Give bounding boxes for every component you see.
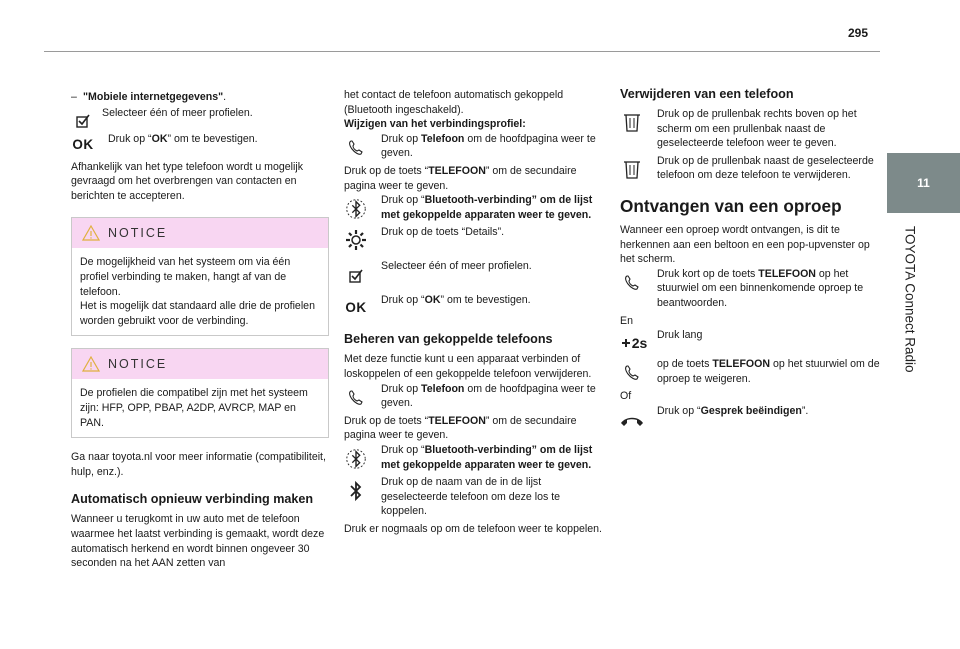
long-press-icon bbox=[618, 332, 650, 354]
paragraph-incoming: Wanneer een oproep wordt ontvangen, is dit te herkennen aan een beltoon en een pop-upvenster op het scherm. bbox=[620, 223, 870, 266]
step-bluetooth-list: Druk op “Bluetooth-verbinding” om de lijst met gekoppelde apparaten weer te geven. bbox=[344, 443, 606, 472]
heading-auto-reconnect: Automatisch opnieuw verbinding maken bbox=[71, 492, 314, 507]
step-bluetooth-list: Druk op “Bluetooth-verbinding” om de lijst met gekoppelde apparaten weer te geven. bbox=[344, 193, 606, 222]
chapter-tab[interactable] bbox=[887, 153, 960, 213]
notice-body: De mogelijkheid van het systeem om via één profiel verbinding te maken, hangt af van de telefoon. Het is mogelijk dat standaard alle drie de profielen worden gebruikt voor de verbinding. bbox=[80, 256, 315, 327]
ok-icon: OK bbox=[345, 300, 367, 316]
step-reconnect: Druk er nogmaals op om de telefoon weer te koppelen. bbox=[344, 522, 602, 535]
trash-icon bbox=[620, 111, 644, 133]
chapter-label: TOYOTA Connect Radio bbox=[902, 226, 918, 373]
paragraph-continued: het contact de telefoon automatisch gekoppeld (Bluetooth ingeschakeld). bbox=[344, 89, 564, 116]
notice-header bbox=[72, 218, 328, 248]
step-phone-main: Druk op Telefoon om de hoofdpagina weer te geven. bbox=[344, 382, 606, 411]
step-trash-top: Druk op de prullenbak rechts boven op het scherm om een prullenbak naast de geselecteerde telefoon weer te geven. bbox=[620, 107, 882, 151]
chapter-number: 11 bbox=[917, 175, 930, 190]
checkbox-list-icon bbox=[71, 110, 95, 132]
step-phone-main: Druk op Telefoon om de hoofdpagina weer te geven. bbox=[344, 132, 606, 161]
phone-handset-icon bbox=[344, 137, 368, 159]
step-confirm: OK Druk op “OK” om te bevestigen. bbox=[71, 132, 329, 152]
bluetooth-icon bbox=[344, 198, 368, 220]
step-text: Selecteer één of meer profielen. bbox=[102, 106, 253, 119]
phone-handset-icon bbox=[620, 362, 644, 384]
heading-delete-phone: Verwijderen van een telefoon bbox=[620, 87, 794, 101]
column-right bbox=[620, 86, 882, 427]
list-item-mobile-data: – "Mobiele internetgegevens". bbox=[71, 91, 227, 103]
column-left bbox=[71, 90, 329, 571]
long-press-seconds: 2s bbox=[631, 334, 648, 351]
hang-up-icon bbox=[620, 410, 644, 432]
gear-icon bbox=[344, 229, 368, 251]
ok-icon: OK bbox=[72, 137, 94, 153]
top-divider bbox=[44, 51, 880, 52]
paragraph-contacts: Afhankelijk van het type telefoon wordt u mogelijk gevraagd om het overbrengen van contacten en berichten te accepteren. bbox=[71, 160, 304, 202]
step-long-press: 2s Druk lang bbox=[620, 328, 882, 354]
item-title: "Mobiele internetgegevens" bbox=[83, 91, 224, 103]
notice-header bbox=[72, 349, 328, 379]
warning-triangle-icon bbox=[82, 356, 100, 372]
step-details: Druk op de toets “Details”. bbox=[344, 225, 606, 245]
bluetooth-icon bbox=[344, 448, 368, 470]
notice-title: NOTICE bbox=[108, 226, 168, 241]
step-confirm: OK Druk op “OK” om te bevestigen. bbox=[344, 293, 606, 313]
step-disconnect: Druk op de naam van de in de lijst geselecteerde telefoon om deze los te koppelen. bbox=[344, 475, 606, 519]
paragraph-more-info: Ga naar toyota.nl voor meer informatie (compatibiliteit, hulp, enz.). bbox=[71, 451, 326, 478]
step-select-profiles: Selecteer één of meer profielen. bbox=[344, 259, 606, 279]
step-select-profiles bbox=[71, 106, 329, 126]
step-secondary-page: Druk op de toets “TELEFOON” om de secundaire pagina weer te geven. bbox=[344, 414, 577, 442]
dash-bullet: – bbox=[71, 91, 77, 103]
notice-box-2 bbox=[71, 348, 329, 438]
bluetooth-symbol-icon bbox=[344, 480, 368, 502]
step-answer: Druk kort op de toets TELEFOON op het stuurwiel om een binnenkomende oproep te beantwoorden. bbox=[620, 267, 882, 311]
step-end-call: Druk op “Gesprek beëindigen”. bbox=[620, 404, 882, 424]
phone-handset-icon bbox=[620, 272, 644, 294]
heading-manage-phones: Beheren van gekoppelde telefoons bbox=[344, 332, 553, 347]
checkbox-list-icon bbox=[344, 265, 368, 287]
step-reject: op de toets TELEFOON op het stuurwiel om de oproep te weigeren. bbox=[620, 357, 882, 386]
warning-triangle-icon bbox=[82, 225, 100, 241]
step-secondary-page: Druk op de toets “TELEFOON” om de secundaire pagina weer te geven. bbox=[344, 164, 577, 192]
paragraph-auto-reconnect: Wanneer u terugkomt in uw auto met de telefoon waarmee het laatst verbinding is gemaakt, wordt deze automatisch herkend en wordt binnen ongeveer 30 seconden na het AAN zetten van bbox=[71, 513, 325, 570]
column-middle bbox=[344, 88, 606, 536]
notice-box-1 bbox=[71, 217, 329, 336]
notice-title: NOTICE bbox=[108, 357, 168, 372]
notice-body: De profielen die compatibel zijn met het systeem zijn: HFP, OPP, PBAP, A2DP, AVRCP, MAP en PAN. bbox=[80, 387, 308, 429]
page-number: 295 bbox=[847, 26, 868, 40]
or-text: En bbox=[620, 314, 633, 327]
subheading-change-profile: Wijzigen van het verbindingsprofiel: bbox=[344, 118, 526, 131]
phone-handset-icon bbox=[344, 387, 368, 409]
paragraph-manage: Met deze functie kunt u een apparaat verbinden of loskoppelen of een gekoppelde telefoon verwijderen. bbox=[344, 353, 592, 380]
heading-receive-call: Ontvangen van een oproep bbox=[620, 195, 842, 216]
trash-icon bbox=[620, 158, 644, 180]
or-text: Of bbox=[620, 390, 632, 403]
step-trash-confirm: Druk op de prullenbak naast de geselecteerde telefoon om deze telefoon te verwijderen. bbox=[620, 154, 882, 183]
